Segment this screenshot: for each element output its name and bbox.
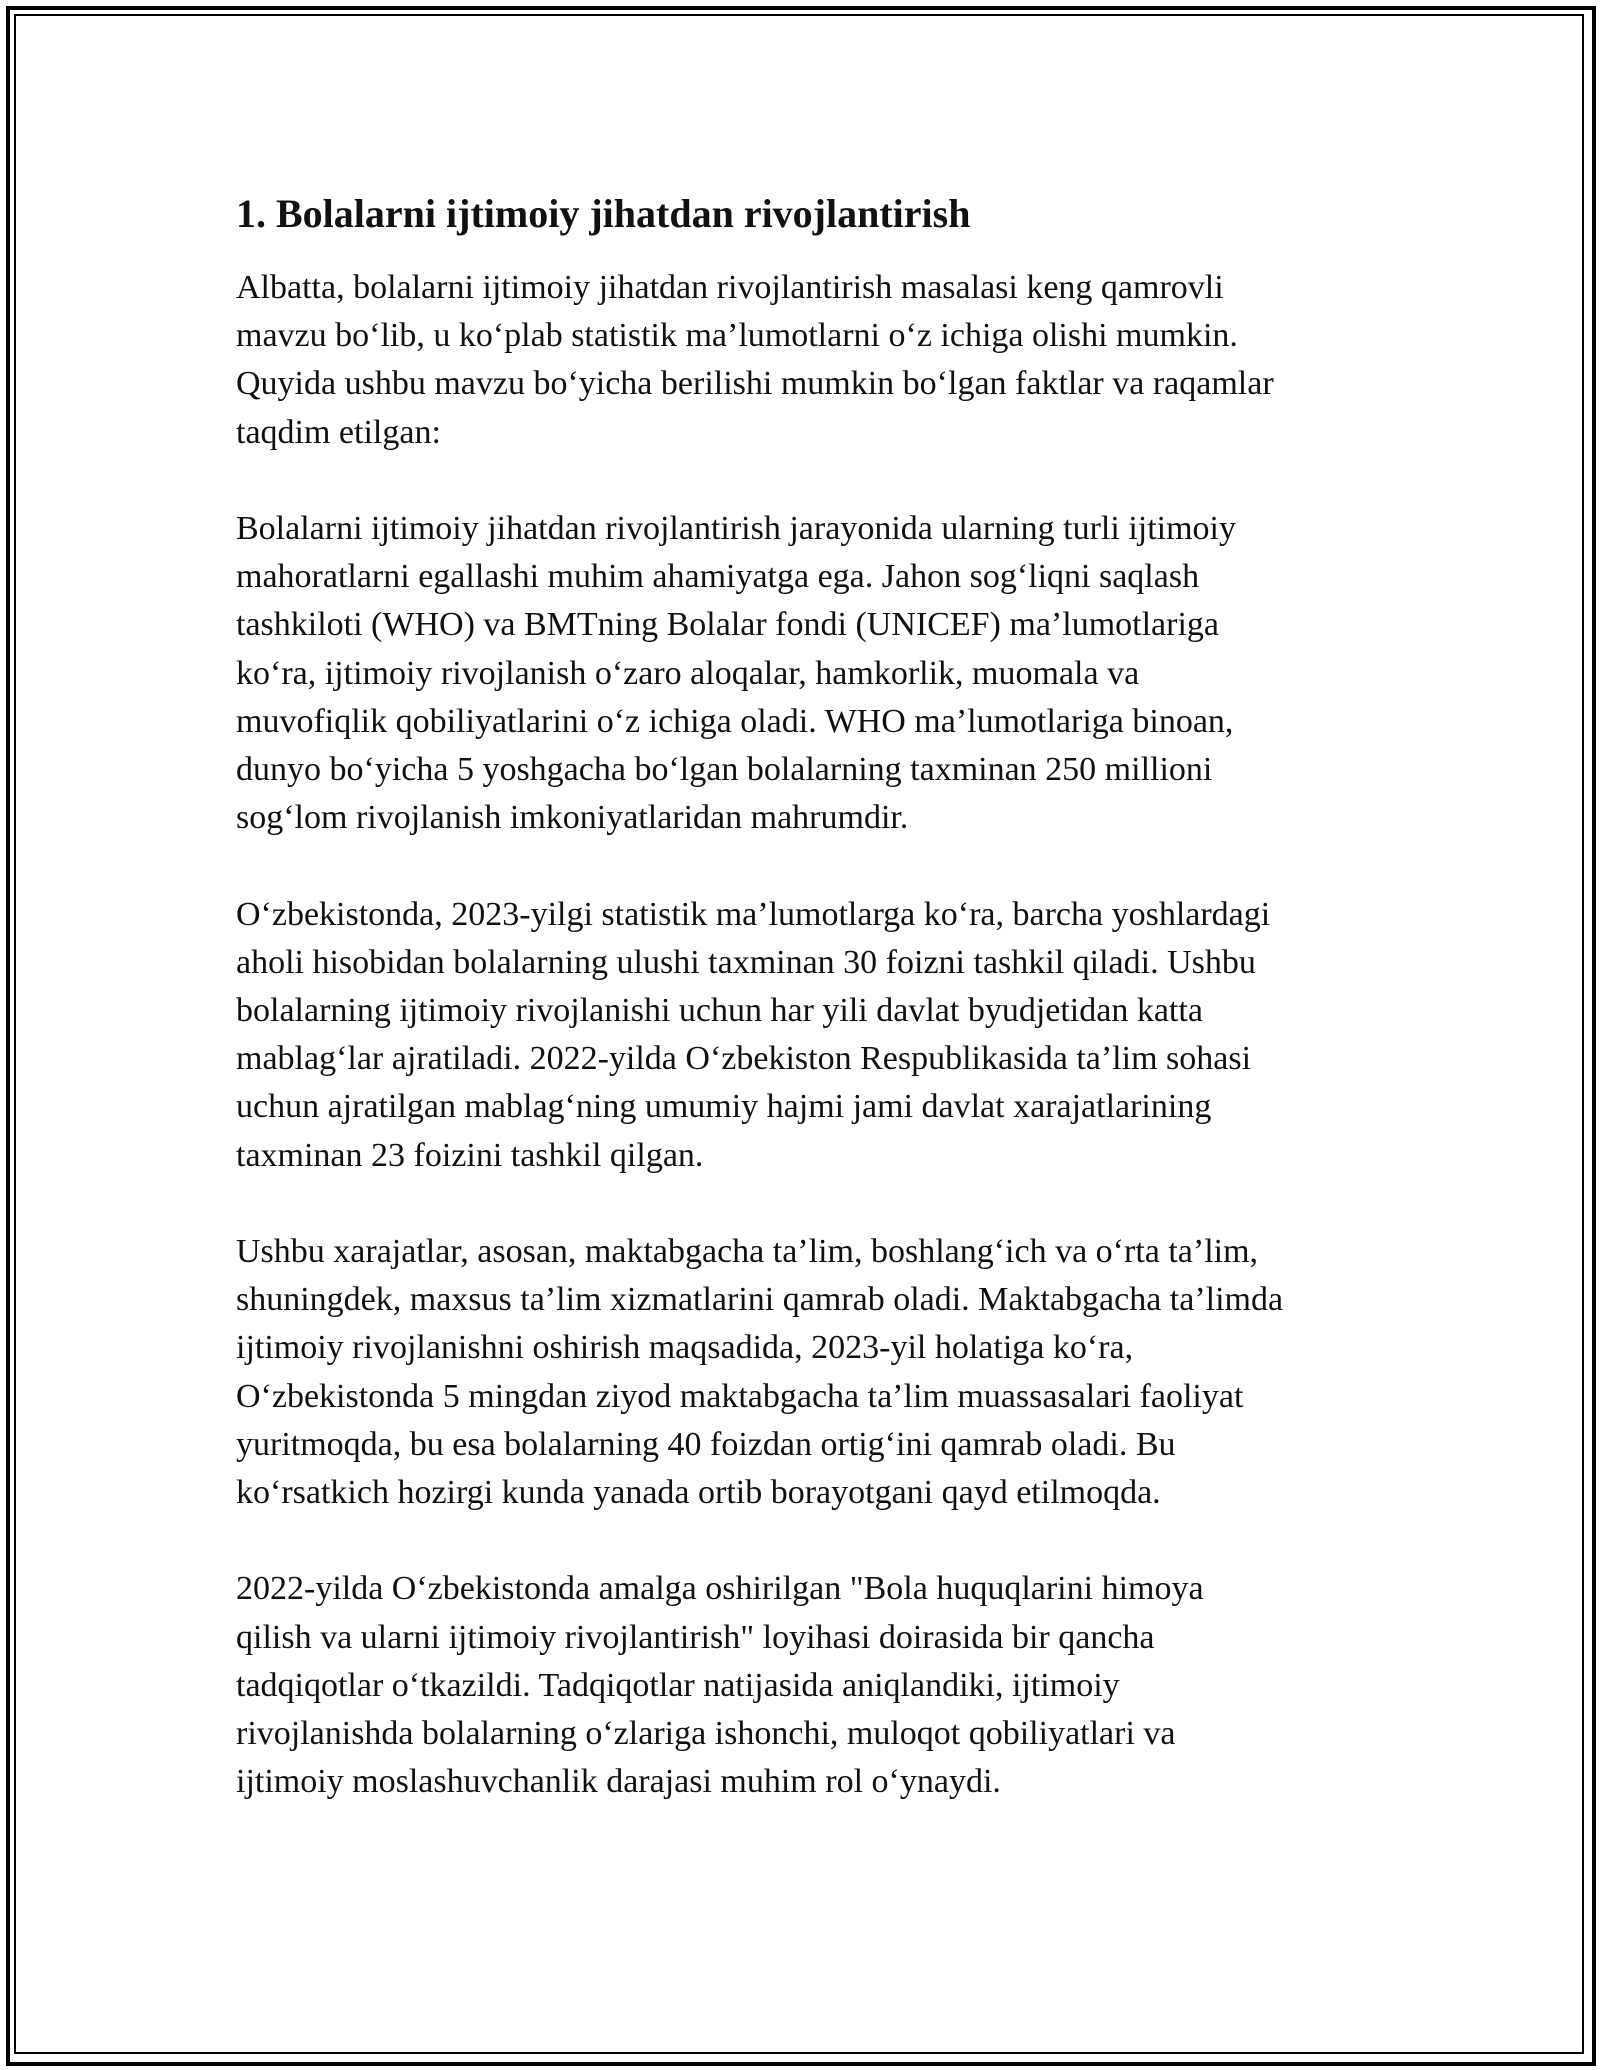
text-line: Albatta, bolalarni ijtimoiy jihatdan rivojlantirish masalasi keng qamrovli [236, 269, 1224, 306]
text-line: 2022-yilda O‘zbekistonda amalga oshirilgan "Bola huquqlarini himoya [236, 1570, 1204, 1608]
text-line: muvofiqlik qobiliyatlarini o‘z ichiga oladi. WHO ma’lumotlariga binoan, [236, 702, 1234, 740]
text-line: yuritmoqda, bu esa bolalarning 40 foizdan ortig‘ini qamrab oladi. Bu [236, 1425, 1176, 1463]
text-line: ijtimoiy moslashuvchanlik darajasi muhim rol o‘ynaydi. [236, 1763, 1001, 1801]
text-line: taxminan 23 foizini tashkil qilgan. [236, 1136, 704, 1174]
text-line: aholi hisobidan bolalarning ulushi taxminan 30 foizni tashkil qiladi. Ushbu [236, 943, 1256, 981]
text-line: ko‘rsatkich hozirgi kunda yanada ortib borayotgani qayd etilmoqda. [236, 1474, 1161, 1512]
text-line: shuningdek, maxsus ta’lim xizmatlarini qamrab oladi. Maktabgacha ta’limda [236, 1281, 1284, 1319]
paragraph [236, 505, 1386, 842]
text-line: O‘zbekistonda, 2023-yilgi statistik ma’lumotlarga ko‘ra, barcha yoshlardagi [236, 895, 1271, 933]
text-line: O‘zbekistonda 5 mingdan ziyod maktabgacha ta’lim muassasalari faoliyat [236, 1377, 1244, 1415]
text-line: sog‘lom rivojlanish imkoniyatlaridan mahrumdir. [236, 799, 909, 837]
text-line: Quyida ushbu mavzu bo‘yicha berilishi mumkin bo‘lgan faktlar va raqamlar [236, 365, 1274, 403]
text-line: Ushbu xarajatlar, asosan, maktabgacha ta’lim, boshlang‘ich va o‘rta ta’lim, [236, 1233, 1259, 1271]
text-line: tashkiloti (WHO) va BMTning Bolalar fondi (UNICEF) ma’lumotlariga [236, 606, 1219, 644]
text-line: mahoratlarni egallashi muhim ahamiyatga ega. Jahon sog‘liqni saqlash [236, 558, 1200, 596]
paragraph [236, 1228, 1386, 1517]
text-line: mablag‘lar ajratiladi. 2022-yilda O‘zbekiston Respublikasida ta’lim sohasi [236, 1040, 1252, 1078]
paragraph [236, 891, 1386, 1180]
text-line: bolalarning ijtimoiy rivojlanishi uchun har yili davlat byudjetidan katta [236, 992, 1203, 1030]
document-body [236, 188, 1386, 1855]
text-line: rivojlanishda bolalarning o‘zlariga ishonchi, muloqot qobiliyatlari va [236, 1715, 1176, 1753]
text-line: tadqiqotlar o‘tkazildi. Tadqiqotlar natijasida aniqlandiki, ijtimoiy [236, 1666, 1120, 1704]
paragraph [236, 1565, 1386, 1806]
text-line: Bolalarni ijtimoiy jihatdan rivojlantirish jarayonida ularning turli ijtimoiy [236, 510, 1236, 547]
text-line: ko‘ra, ijtimoiy rivojlanish o‘zaro aloqalar, hamkorlik, muomala va [236, 654, 1140, 692]
text-line: taqdim etilgan: [236, 413, 441, 451]
text-line: uchun ajratilgan mablag‘ning umumiy hajmi jami davlat xarajatlarining [236, 1088, 1212, 1126]
text-line: ijtimoiy rivojlanishni oshirish maqsadida, 2023-yil holatiga ko‘ra, [236, 1329, 1134, 1367]
text-line: dunyo bo‘yicha 5 yoshgacha bo‘lgan bolalarning taxminan 250 millioni [236, 751, 1213, 789]
text-line: qilish va ularni ijtimoiy rivojlantirish" loyihasi doirasida bir qancha [236, 1618, 1155, 1656]
paragraph-list [236, 264, 1386, 1806]
section-title: 1. Bolalarni ijtimoiy jihatdan rivojlantirish [236, 191, 971, 236]
paragraph [236, 264, 1386, 457]
text-line: mavzu bo‘lib, u ko‘plab statistik ma’lumotlarni o‘z ichiga olishi mumkin. [236, 317, 1238, 355]
